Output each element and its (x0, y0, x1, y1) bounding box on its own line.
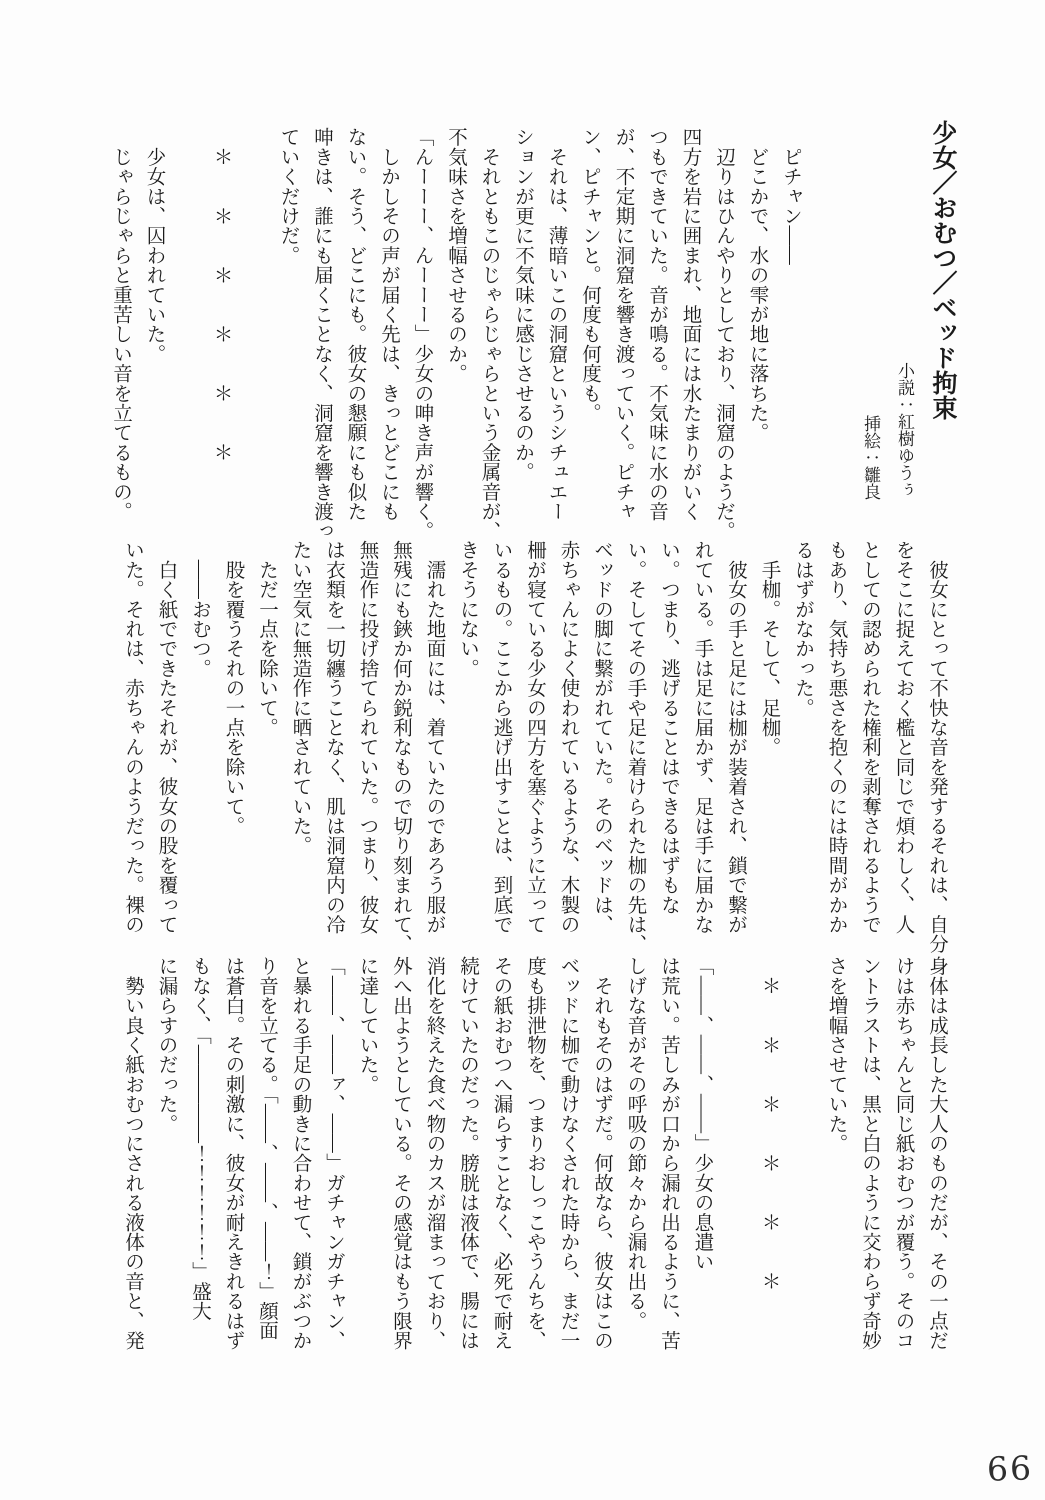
text-line: は蒼白。その刺激に、彼女が耐えきれるはず (222, 956, 244, 1350)
text-line: 柵が寝ている少女の四方を塞ぐように立って (524, 540, 545, 934)
text-line: に達していた。 (356, 956, 378, 1094)
text-line: じゃらじゃらと重苦しい音を立てるもの。 (110, 127, 131, 521)
text-line: 身体は成長した大人のものだが、その一点だ (926, 956, 947, 1350)
text-line: 勢い良く紙おむつにされる液体の音と、発 (122, 956, 143, 1350)
text-line: い。つまり、逃げることはできるはずもな (658, 540, 679, 915)
text-line: 無造作に投げ捨てられていた。つまり、彼女 (356, 540, 378, 934)
text-line: に漏らすのだった。 (155, 956, 177, 1134)
text-line: 白く紙でできたそれが、彼女の股を覆って (155, 540, 177, 934)
text-line: は衣類を一切纏うことなく、肌は洞窟内の冷 (323, 540, 344, 934)
text-line: けは赤ちゃんと同じ紙おむつが覆う。そのコ (892, 956, 914, 1350)
text-line: たい空気に無造作に晒されていた。 (289, 540, 311, 856)
text-line: 不気味さを増幅させるのか。 (445, 127, 466, 384)
text-block-middle (116, 540, 954, 964)
text-line: いた。それは、赤ちゃんのようだった。裸の (122, 540, 143, 934)
illustration-credit: 挿絵：雛良 (861, 415, 880, 500)
text-line: 濡れた地面には、着ていたのであろう服が (423, 540, 445, 934)
text-line: 度も排泄物を、つまりおしっこやうんちを、 (524, 956, 545, 1350)
text-line: ン、ピチャンと。何度も何度も。 (579, 127, 600, 423)
text-line: もなく、「―――――！！！！！！」盛大 (189, 956, 210, 1321)
text-line: それもそのはずだ。何故なら、彼女はこの (591, 956, 612, 1350)
text-line: と暴れる手足の動きに合わせて、鎖がぶつか (289, 956, 311, 1350)
text-line: 四方を岩に囲まれ、地面には水たまりがいく (679, 127, 701, 521)
text-line: ションが更に不気味に感じさせるのか。 (512, 127, 533, 482)
text-line (719, 956, 753, 1380)
text-line: が、不定期に洞窟を響き渡っていく。ピチャ (612, 127, 634, 521)
text-line: ベッドに枷で動けなくされた時から、まだ一 (557, 956, 579, 1350)
text-line: 呻きは、誰にも届くことなく、洞窟を響き渡っ (311, 127, 332, 541)
text-line: つもできていた。音が鳴る。不気味に水の音 (646, 127, 667, 521)
text-line: ない。そう、どこにも。彼女の懇願にも似た (344, 127, 366, 521)
text-line: きそうにない。 (457, 540, 478, 678)
text-line: 赤ちゃんによく使われているような、木製の (557, 540, 579, 934)
text-line: 続けていたのだった。膀胱は液体で、腸には (457, 956, 478, 1350)
text-line: ピチャン―― (780, 127, 801, 265)
text-line: ただ一点を除いて。 (256, 540, 277, 737)
text-line: ていくだけだ。 (277, 127, 299, 265)
text-line: それともこのじゃらじゃらという金属音が、 (478, 127, 500, 541)
text-line: 彼女の手と足には枷が装着され、鎖で繋が (725, 540, 746, 934)
text-line: ＊ ＊ ＊ ＊ ＊ ＊ (758, 956, 780, 1291)
text-line: どこかで、水の雫が地に落ちた。 (746, 127, 768, 443)
text-line: 「――、――ァ、――」ガチャンガチャン、 (323, 956, 344, 1350)
text-line: その紙おむつへ漏らすことなく、必死で耐え (490, 956, 512, 1350)
text-line: 「――、――、――」少女の息遣い (691, 956, 713, 1272)
text-line: いるもの。ここから逃げ出すことは、到底で (490, 540, 512, 934)
text-line: 辺りはひんやりとしており、洞窟のようだ。 (713, 127, 734, 541)
text-block-top (104, 127, 808, 551)
text-line: 少女は、囚われていた。 (143, 127, 165, 364)
text-line: 手枷。そして、足枷。 (758, 540, 780, 757)
text-line (786, 956, 820, 1380)
text-line: ントラストは、黒と白のように交わらず奇妙 (859, 956, 880, 1350)
text-line: れている。手は足に届かず、足は手に届かな (691, 540, 713, 935)
page-title: 少女／おむつ／ベッド拘束 (929, 120, 957, 420)
text-line: さを増幅させていた。 (825, 956, 847, 1153)
text-line: もあり、気持ち悪さを抱くのには時間がかか (825, 540, 847, 934)
text-line: しげな音がその呼吸の節々から漏れ出る。 (624, 956, 646, 1331)
text-line: 消化を終えた食べ物のカスが溜まっており、 (423, 956, 445, 1350)
text-line: るはずがなかった。 (792, 540, 813, 718)
text-line (171, 127, 205, 551)
text-line: をそこに捉えておく檻と同じで煩わしく、人 (892, 540, 914, 934)
text-block-bottom (116, 956, 954, 1380)
text-line: ――おむつ。 (189, 540, 210, 678)
text-line: ベッドの脚に繋がれていた。そのベッドは、 (591, 540, 612, 934)
text-line: 「んーーー、んーーー」少女の呻き声が響く。 (411, 127, 433, 541)
text-line: 無残にも鋏か何か鋭利なもので切り刻まれて、 (390, 540, 411, 954)
text-line: ＊ ＊ ＊ ＊ ＊ ＊ (210, 127, 232, 462)
novel-author-credit: 小説：紅樹ゆうぅ (895, 362, 914, 498)
text-line: 外へ出ようとしている。その感覚はもう限界 (390, 956, 411, 1350)
text-line (238, 127, 272, 551)
text-line: い。そしてその手や足に着けられた枷の先は、 (624, 540, 646, 954)
text-line: り音を立てる。「――、――、――！」顔面 (256, 956, 277, 1341)
text-line: 彼女にとって不快な音を発するそれは、自分 (926, 540, 947, 954)
text-line: それは、薄暗いこの洞窟というシチュエー (545, 127, 567, 521)
text-line: 股を覆うそれの一点を除いて。 (222, 540, 244, 836)
text-line: としての認められた権利を剥奪されるようで (859, 540, 880, 934)
text-line: は荒い。苦しみが口から漏れ出るように、苦 (658, 956, 679, 1350)
page-number: 66 (986, 1448, 1034, 1489)
text-line: しかしその声が届く先は、きっとどこにも (378, 127, 399, 521)
